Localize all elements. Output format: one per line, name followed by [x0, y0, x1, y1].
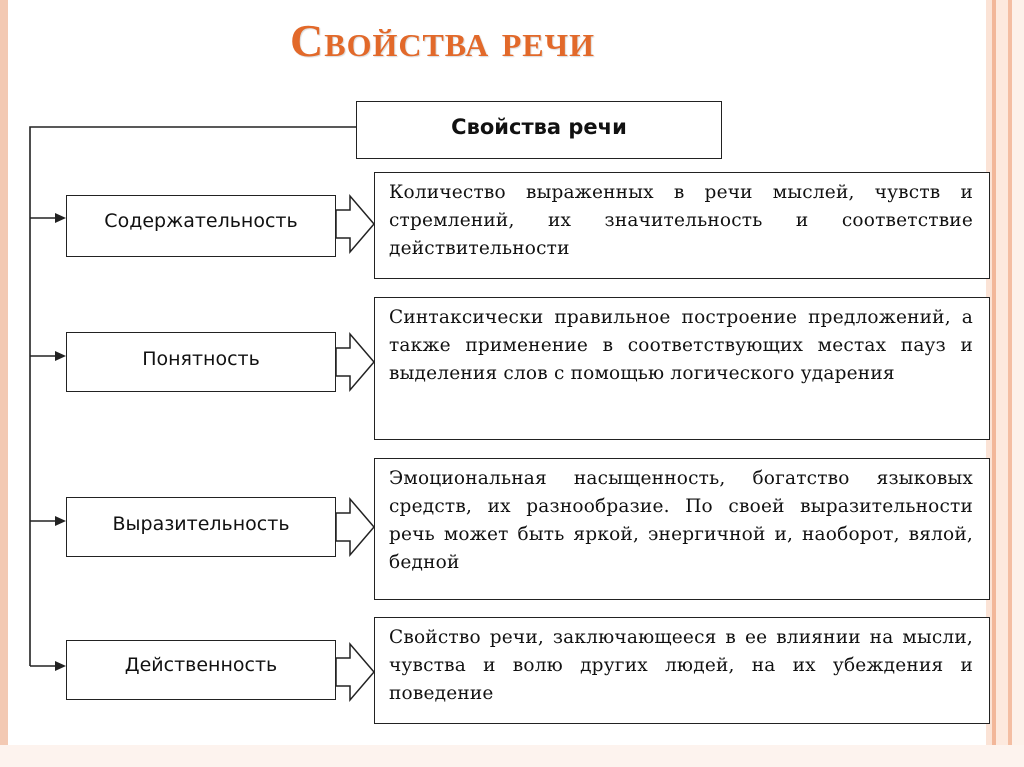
- property-box-content: Содержательность: [66, 195, 336, 257]
- branch-arrowhead-1: [55, 213, 66, 223]
- branch-arrowhead-4: [55, 661, 66, 671]
- block-arrow-3: [336, 499, 374, 555]
- property-box-expressiveness: Выразительность: [66, 497, 336, 557]
- block-arrow-4: [336, 644, 374, 700]
- branch-arrowhead-3: [55, 516, 66, 526]
- slide-title: Свойства речи: [290, 15, 596, 66]
- property-box-clarity: Понятность: [66, 332, 336, 392]
- description-box-effectiveness: Свойство речи, заключающееся в ее влиянии на мысли, чувства и волю других людей, на их убеждения и поведение: [374, 617, 990, 724]
- branch-arrowhead-2: [55, 351, 66, 361]
- description-box-clarity: Синтаксически правильное построение предложений, а также применение в соответствующих местах пауз и выделения слов с помощью логического ударения: [374, 297, 990, 440]
- description-box-expressiveness: Эмоциональная насыщенность, богатство языковых средств, их разнообразие. По своей выразительности речь может быть яркой, энергичной и, наоборот, вялой, бедной: [374, 458, 990, 600]
- block-arrow-2: [336, 334, 374, 390]
- block-arrow-1: [336, 196, 374, 252]
- root-box: Свойства речи: [356, 101, 722, 159]
- property-box-effectiveness: Действенность: [66, 640, 336, 700]
- description-box-content: Количество выраженных в речи мыслей, чувств и стремлений, их значительность и соответствие действительности: [374, 172, 990, 279]
